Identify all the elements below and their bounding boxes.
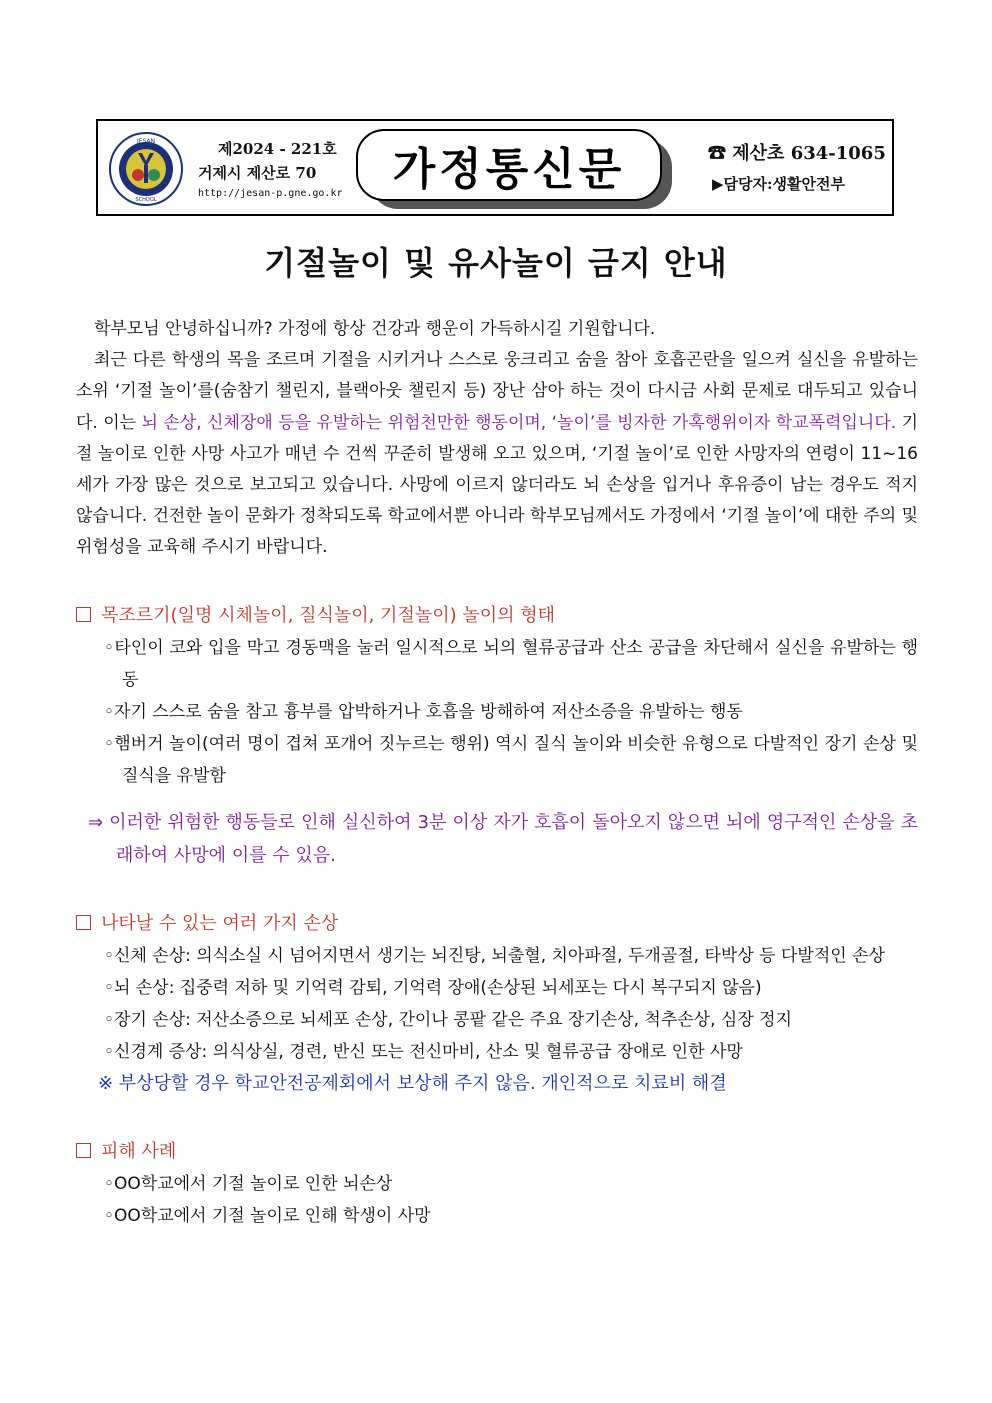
intro-text-c: 기절 놀이로 인한 사망 사고가 매년 수 건씩 꾸준히 발생해 오고 있으며, ‘기절 놀이’로 인한 사망자의 연령이 11~16세가 가장 많은 것으로 보고되고 있습니다. 사망에 이르지 않더라도 뇌 손상을 입거나 후유증이 남는 경우도 적지 않습니다. 건전한 놀이 문화가 정착되도록 학교에서뿐 아니라 학부모님께서도 가정에서 ‘기절 놀이’에 대한 주의 및 위험성을 교육해 주시기 바랍니다. — [76, 412, 919, 558]
section2-heading — [76, 908, 918, 940]
greeting-paragraph: 학부모님 안녕하십니까? 가정에 항상 건강과 행운이 가득하시길 기원합니다. — [94, 319, 656, 339]
checkbox-square-icon — [76, 1143, 91, 1158]
section2-item: ◦장기 손상: 저산소증으로 뇌세포 손상, 간이나 콩팥 같은 주요 장기손상, 척추손상, 심장 정지 — [104, 1009, 793, 1030]
school-url: http://jesan-p.gne.go.kr — [198, 188, 343, 199]
section1-item: ◦타인이 코와 입을 막고 경동맥을 눌러 일시적으로 뇌의 혈류공급과 산소 공급을 차단해서 실신을 유발하는 행동 — [104, 637, 918, 690]
section3-item: ◦OO학교에서 기절 놀이로 인한 뇌손상 — [104, 1173, 393, 1194]
header-box — [96, 119, 894, 216]
section2-compensation-note: ※ 부상당할 경우 학교안전공제회에서 보상해 주지 않음. 개인적으로 치료비 해결 — [98, 1072, 727, 1094]
school-phone: ☎ 제산초 634-1065 — [708, 143, 886, 164]
contact-person: ▶담당자:생활안전부 — [712, 175, 845, 193]
header-info-right — [708, 139, 888, 199]
section1-warning-note: ⇒ 이러한 위험한 행동들로 인해 실신하여 3분 이상 자가 호흡이 돌아오지 않으면 뇌에 영구적인 손상을 초래하여 사망에 이를 수 있음. — [88, 811, 918, 866]
newsletter-title: 가정통신문 — [392, 144, 626, 195]
school-address: 거제시 제산로 70 — [198, 164, 317, 182]
section3-heading-text: 피해 사례 — [101, 1140, 177, 1162]
section2-item: ◦신경계 증상: 의식상실, 경련, 반신 또는 전신마비, 산소 및 혈류공급 장애로 인한 사망 — [104, 1041, 743, 1062]
issue-number: 제2024 - 221호 — [218, 140, 337, 158]
svg-text:SCHOOL: SCHOOL — [135, 197, 157, 203]
title-banner — [356, 129, 672, 209]
document-title: 기절놀이 및 유사놀이 금지 안내 — [264, 244, 728, 282]
section2-item: ◦신체 손상: 의식소실 시 넘어지면서 생기는 뇌진탕, 뇌출혈, 치아파절, 두개골절, 타박상 등 다발적인 손상 — [104, 945, 885, 966]
header-info-left — [198, 137, 358, 203]
intro-text-a: 최근 다른 학생의 목을 조르며 기절을 시키거나 스스로 웅크리고 숨을 참아 호흡곤란을 일으켜 실신을 유발하는 소위 ‘기절 놀이’를(숨참기 챌린지, 블랙아웃 챌린지 등) 장난 삼아 하는 것이 다시금 사회 문제로 대두되고 있습니다. 이는 — [76, 350, 918, 433]
section2-heading-text: 나타날 수 있는 여러 가지 손상 — [101, 912, 339, 934]
checkbox-square-icon — [76, 915, 91, 930]
section1-heading-text: 목조르기(일명 시체놀이, 질식놀이, 기절놀이) 놀이의 형태 — [101, 604, 556, 626]
section3-item: ◦OO학교에서 기절 놀이로 인해 학생이 사망 — [104, 1205, 431, 1226]
checkbox-square-icon — [76, 607, 91, 622]
section1-item: ◦자기 스스로 숨을 참고 흉부를 압박하거나 호흡을 방해하여 저산소증을 유발하는 행동 — [104, 701, 743, 722]
school-emblem-icon — [108, 131, 184, 207]
intro-highlight: 뇌 손상, 신체장애 등을 유발하는 위험천만한 행동이며, ‘놀이’를 빙자한 가혹행위이자 학교폭력입니다. — [141, 412, 897, 433]
section2-item: ◦뇌 손상: 집중력 저하 및 기억력 감퇴, 기억력 장애(손상된 뇌세포는 다시 복구되지 않음) — [104, 977, 762, 998]
document-body — [76, 314, 918, 1232]
svg-text:JESAN: JESAN — [136, 138, 156, 145]
title-banner-frame — [356, 129, 662, 201]
section1-heading — [76, 600, 918, 632]
section1-item: ◦햄버거 놀이(여러 명이 겹쳐 포개어 짓누르는 행위) 역시 질식 놀이와 비슷한 유형으로 다발적인 장기 손상 및 질식을 유발함 — [104, 733, 918, 786]
section3-heading — [76, 1136, 918, 1168]
intro-paragraph — [76, 345, 918, 563]
